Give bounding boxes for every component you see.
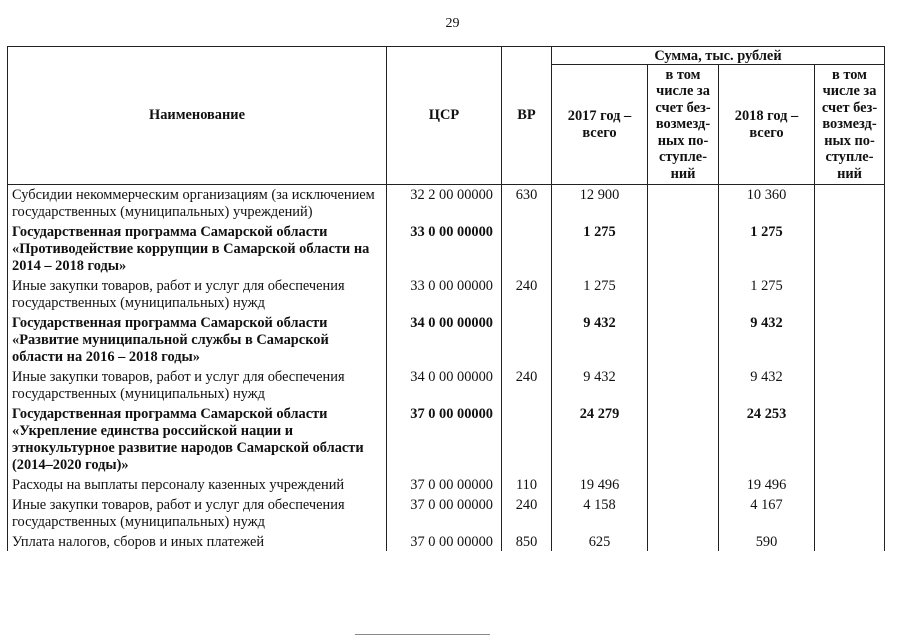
- header-incl-gratuitous-2017: в том числе за счет без-возмезд-ных по-ступле-ний: [648, 65, 719, 185]
- row-vr: 110: [502, 474, 552, 494]
- row-gratuitous-2017: [648, 474, 719, 494]
- row-vr: 630: [502, 185, 552, 222]
- row-sum-2017: 4 158: [552, 494, 648, 531]
- row-csr: 37 0 00 00000: [387, 531, 502, 551]
- row-gratuitous-2018: [815, 185, 885, 222]
- table-body: [8, 185, 885, 552]
- row-gratuitous-2018: [815, 403, 885, 474]
- row-csr: 33 0 00 00000: [387, 275, 502, 312]
- row-sum-2018: 9 432: [719, 312, 815, 366]
- row-sum-2018: 24 253: [719, 403, 815, 474]
- row-sum-2017: 19 496: [552, 474, 648, 494]
- row-vr: [502, 403, 552, 474]
- header-name: Наименование: [8, 47, 387, 185]
- row-sum-2017: 24 279: [552, 403, 648, 474]
- row-name: Иные закупки товаров, работ и услуг для обеспечения государственных (муниципальных) нужд: [8, 275, 387, 312]
- header-csr: ЦСР: [387, 47, 502, 185]
- row-name: Субсидии некоммерческим организациям (за исключением государственных (муниципальных) учреждений): [8, 185, 387, 222]
- row-gratuitous-2018: [815, 494, 885, 531]
- table-row: [8, 531, 885, 551]
- row-gratuitous-2017: [648, 312, 719, 366]
- table-row: [8, 494, 885, 531]
- row-gratuitous-2018: [815, 312, 885, 366]
- row-gratuitous-2017: [648, 221, 719, 275]
- row-sum-2017: 9 432: [552, 312, 648, 366]
- row-name: Иные закупки товаров, работ и услуг для обеспечения государственных (муниципальных) нужд: [8, 366, 387, 403]
- row-gratuitous-2018: [815, 531, 885, 551]
- table-row: [8, 366, 885, 403]
- row-gratuitous-2017: [648, 494, 719, 531]
- header-sum-2018: 2018 год – всего: [719, 65, 815, 185]
- row-csr: 33 0 00 00000: [387, 221, 502, 275]
- footnote-divider: [355, 634, 490, 635]
- header-vr: ВР: [502, 47, 552, 185]
- row-sum-2018: 19 496: [719, 474, 815, 494]
- row-csr: 37 0 00 00000: [387, 494, 502, 531]
- table-row: [8, 221, 885, 275]
- table-row: [8, 474, 885, 494]
- table-row: [8, 403, 885, 474]
- row-sum-2018: 590: [719, 531, 815, 551]
- row-gratuitous-2017: [648, 403, 719, 474]
- table-header: [8, 47, 885, 185]
- row-gratuitous-2017: [648, 275, 719, 312]
- row-gratuitous-2018: [815, 221, 885, 275]
- row-gratuitous-2018: [815, 366, 885, 403]
- row-vr: 240: [502, 366, 552, 403]
- row-sum-2017: 1 275: [552, 221, 648, 275]
- row-sum-2018: 9 432: [719, 366, 815, 403]
- row-gratuitous-2017: [648, 185, 719, 222]
- row-vr: [502, 221, 552, 275]
- row-name: Государственная программа Самарской области «Развитие муниципальной службы в Самарской области на 2016 – 2018 годы»: [8, 312, 387, 366]
- row-vr: 240: [502, 494, 552, 531]
- page-number: 29: [445, 16, 460, 31]
- row-csr: 37 0 00 00000: [387, 403, 502, 474]
- row-csr: 37 0 00 00000: [387, 474, 502, 494]
- row-sum-2017: 625: [552, 531, 648, 551]
- table-row: [8, 275, 885, 312]
- row-csr: 34 0 00 00000: [387, 366, 502, 403]
- row-vr: [502, 312, 552, 366]
- row-gratuitous-2018: [815, 275, 885, 312]
- row-name: Государственная программа Самарской области «Укрепление единства российской нации и этнокультурное развитие народов Самарской области (2014–2020 годы)»: [8, 403, 387, 474]
- row-sum-2018: 1 275: [719, 275, 815, 312]
- budget-table: [7, 46, 885, 551]
- row-name: Расходы на выплаты персоналу казенных учреждений: [8, 474, 387, 494]
- row-csr: 32 2 00 00000: [387, 185, 502, 222]
- row-gratuitous-2017: [648, 366, 719, 403]
- row-sum-2017: 12 900: [552, 185, 648, 222]
- row-gratuitous-2018: [815, 474, 885, 494]
- row-sum-2018: 10 360: [719, 185, 815, 222]
- row-sum-2017: 9 432: [552, 366, 648, 403]
- table-row: [8, 312, 885, 366]
- header-sum-group: Сумма, тыс. рублей: [552, 47, 885, 65]
- row-vr: 850: [502, 531, 552, 551]
- header-sum-2017: 2017 год – всего: [552, 65, 648, 185]
- table-row: [8, 185, 885, 222]
- row-name: Уплата налогов, сборов и иных платежей: [8, 531, 387, 551]
- row-sum-2017: 1 275: [552, 275, 648, 312]
- row-name: Государственная программа Самарской области «Противодействие коррупции в Самарской области на 2014 – 2018 годы»: [8, 221, 387, 275]
- row-gratuitous-2017: [648, 531, 719, 551]
- row-csr: 34 0 00 00000: [387, 312, 502, 366]
- row-name: Иные закупки товаров, работ и услуг для обеспечения государственных (муниципальных) нужд: [8, 494, 387, 531]
- row-sum-2018: 4 167: [719, 494, 815, 531]
- row-sum-2018: 1 275: [719, 221, 815, 275]
- header-incl-gratuitous-2018: в том числе за счет без-возмезд-ных по-ступле-ний: [815, 65, 885, 185]
- row-vr: 240: [502, 275, 552, 312]
